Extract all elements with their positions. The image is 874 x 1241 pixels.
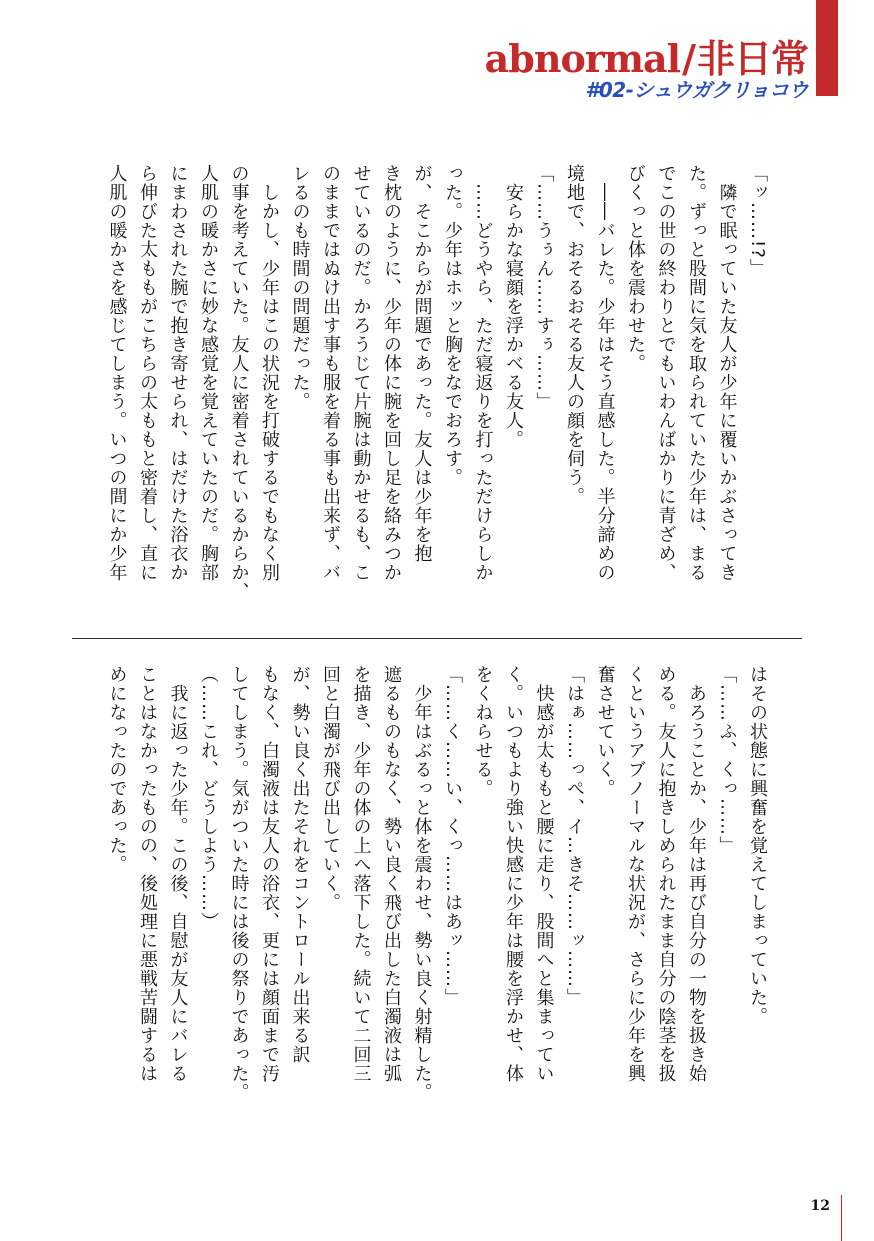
text-line: き枕のように、少年の体に腕を回し足を絡みつか [381, 164, 402, 582]
text-line: してしまう。気がついた時には後の祭りであった。 [228, 665, 250, 1102]
text-line: 人肌の暖かさを感じてしまう。いつの間にか少年 [106, 164, 128, 582]
page-number-rule [841, 1195, 842, 1241]
title-en: abnormal [484, 36, 681, 81]
text-line: を描き、少年の体の上へ落下した。続いて二回三 [350, 665, 372, 1083]
page-number: 12 [810, 1198, 830, 1214]
text-line: （……これ、どうしよう……） [198, 665, 219, 931]
chapter-title [484, 36, 808, 81]
text-line: くというアブノーマルな状況が、さらに少年を興 [625, 665, 646, 1083]
text-line: のままではぬけ出す事も服を着る事も出来ず、バ [320, 164, 341, 582]
text-line: 隣で眠っていた友人が少年に覆いかぶさってき [716, 164, 738, 582]
text-line: ことはなかったものの、後処理に悪戦苦闘するは [137, 665, 158, 1083]
header-accent-bar [816, 0, 838, 96]
text-line: 「はぁ……っぺ、イ…きそ……ッ……」 [564, 665, 585, 1007]
text-line: 「……うぅん……すぅ……」 [533, 164, 555, 411]
text-line: ら伸びた太ももがこちらの太ももと密着し、直に [137, 164, 158, 582]
text-line: をくねらせる。 [472, 665, 494, 798]
text-line: でこの世の終わりとでもいわんばかりに青ざめ、 [655, 164, 677, 582]
text-line: びくっと体を震わせた。 [625, 164, 646, 373]
title-slash: / [682, 36, 695, 81]
text-line: 我に返った少年。この後、自慰が友人にバレる [167, 665, 189, 1083]
chapter-subtitle: #02-シュウガクリョコウ [585, 78, 808, 102]
text-line: 「……ふ、くっ……」 [716, 665, 738, 855]
upper-text-section [82, 164, 772, 614]
text-line: 「ッ……!?」 [747, 164, 768, 278]
text-line: もなく、白濁液は友人の浴衣、更には顔面まで汚 [259, 665, 280, 1083]
text-line: 「……く……い、くっ……はあッ……」 [442, 665, 463, 1007]
text-line: レるのも時間の問題だった。 [289, 164, 311, 411]
text-line: ……どうやら、ただ寝返りを打っただけらしか [472, 164, 494, 582]
text-line: せているのだ。かろうじて片腕は動かせるも、こ [350, 164, 372, 582]
section-divider [72, 638, 802, 639]
text-line: が、勢い良く出たそれをコントロール出来る訳 [289, 665, 311, 1064]
text-line: めになったのであった。 [106, 665, 128, 874]
text-line: はその状態に興奮を覚えてしまっていた。 [747, 665, 768, 1026]
text-line: 人肌の暖かさに妙な感覚を覚えていたのだ。胸部 [198, 164, 219, 582]
title-jp: 非日常 [696, 36, 808, 81]
text-line: にまわされた腕で抱き寄せられ、はだけた浴衣か [167, 164, 189, 582]
text-line: の事を考えていた。友人に密着されているからか、 [228, 164, 250, 601]
text-line: ――バレた。少年はそう直感した。半分諦めの [594, 164, 616, 582]
lower-text-section [82, 665, 772, 1155]
text-line: しかし、少年はこの状況を打破するでもなく別 [259, 164, 280, 582]
text-line: が、そこからが問題であった。友人は少年を抱 [411, 164, 433, 563]
text-line: 境地で、おそるおそる友人の顔を伺う。 [564, 164, 585, 506]
text-line: た。ずっと股間に気を取られていた少年は、まる [686, 164, 707, 582]
text-line: 安らかな寝顔を浮かべる友人。 [503, 164, 524, 449]
text-line: める。友人に抱きしめられたまま自分の陰茎を扱 [655, 665, 677, 1083]
text-line: った。少年はホッと胸をなでおろす。 [442, 164, 463, 487]
text-line: 奮させていく。 [594, 665, 616, 798]
text-line: あろうことか、少年は再び自分の一物を扱き始 [686, 665, 707, 1083]
text-line: 遮るものもなく、勢い良く飛び出した白濁液は弧 [381, 665, 402, 1083]
chapter-title-block [484, 36, 808, 102]
text-line: く。いつもより強い快感に少年は腰を浮かせ、体 [503, 665, 524, 1083]
text-line: 快感が太ももと腰に走り、股間へと集まってい [533, 665, 555, 1083]
text-line: 少年はぶるっと体を震わせ、勢い良く射精した。 [411, 665, 433, 1102]
text-line: 回と白濁が飛び出していく。 [320, 665, 341, 912]
